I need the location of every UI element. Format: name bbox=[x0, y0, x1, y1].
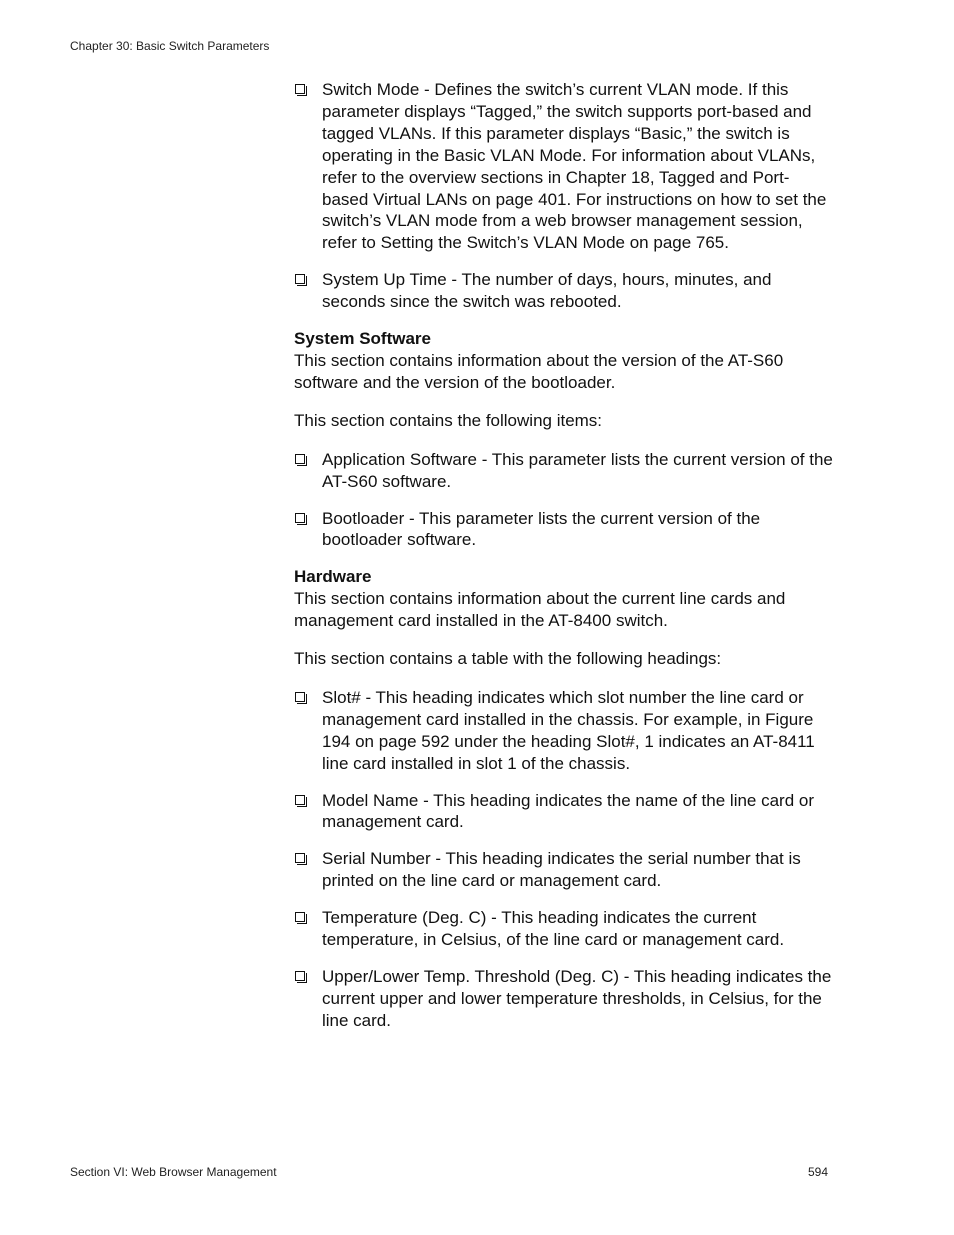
page-content bbox=[294, 79, 834, 1032]
checkbox-bullet-icon bbox=[295, 795, 305, 805]
section-heading-hardware: Hardware bbox=[294, 567, 372, 587]
list-item-text: Bootloader - This parameter lists the current version of the bootloader software. bbox=[322, 508, 761, 550]
list-item-system-up-time bbox=[294, 269, 834, 313]
checkbox-bullet-icon bbox=[295, 84, 305, 94]
list-item-application-software bbox=[294, 449, 834, 493]
page-number: 594 bbox=[807, 1165, 828, 1179]
checkbox-bullet-icon bbox=[295, 971, 305, 981]
list-item-slot bbox=[294, 687, 834, 775]
section-lead: This section contains a table with the following headings: bbox=[294, 649, 722, 669]
checkbox-bullet-icon bbox=[295, 454, 305, 464]
list-item-text: Temperature (Deg. C) - This heading indicates the current temperature, in Celsius, of the line card or management card. bbox=[322, 908, 785, 950]
list-item-text: System Up Time - The number of days, hours, minutes, and seconds since the switch was rebooted. bbox=[322, 270, 772, 312]
list-item-serial-number bbox=[294, 848, 834, 892]
running-head: Chapter 30: Basic Switch Parameters bbox=[70, 39, 270, 53]
list-item-temp-threshold bbox=[294, 966, 834, 1032]
checkbox-bullet-icon bbox=[295, 274, 305, 284]
checkbox-bullet-icon bbox=[295, 853, 305, 863]
list-item-text: Serial Number - This heading indicates the serial number that is printed on the line card or management card. bbox=[322, 849, 801, 891]
list-item-bootloader bbox=[294, 508, 834, 552]
checkbox-bullet-icon bbox=[295, 513, 305, 523]
list-item-switch-mode bbox=[294, 79, 834, 254]
section-lead: This section contains the following items: bbox=[294, 410, 603, 430]
section-intro: This section contains information about the version of the AT-S60 software and the version of the bootloader. bbox=[294, 350, 784, 392]
list-item-text: Upper/Lower Temp. Threshold (Deg. C) - This heading indicates the current upper and lower temperature thresholds, in Celsius, for the line card. bbox=[322, 967, 832, 1030]
section-intro: This section contains information about the current line cards and management card installed in the AT-8400 switch. bbox=[294, 589, 786, 631]
footer-section: Section VI: Web Browser Management bbox=[70, 1165, 277, 1179]
list-item-text: Slot# - This heading indicates which slot number the line card or management card installed in the chassis. For example, in Figure 194 on page 592 under the heading Slot#, 1 indicates an AT-8411 line card installed in slot 1 of the chassis. bbox=[322, 687, 815, 773]
list-item-text: Application Software - This parameter lists the current version of the AT-S60 software. bbox=[322, 449, 833, 491]
checkbox-bullet-icon bbox=[295, 912, 305, 922]
list-item-text: Model Name - This heading indicates the name of the line card or management card. bbox=[322, 790, 815, 832]
list-item-temperature bbox=[294, 907, 834, 951]
list-item-text: Switch Mode - Defines the switch’s current VLAN mode. If this parameter displays “Tagged,” the switch supports port-based and tagged VLANs. If this parameter displays “Basic,” the switch is operating in the Basic VLAN Mode. For information about VLANs, refer to the overview sections in Chapter 18, Tagged and Port-based Virtual LANs on page 401. For instructions on how to set the switch’s VLAN mode from a web browser management session, refer to Setting the Switch’s VLAN Mode on page 765. bbox=[322, 80, 827, 253]
section-heading-system-software: System Software bbox=[294, 329, 431, 349]
list-item-model-name bbox=[294, 790, 834, 834]
checkbox-bullet-icon bbox=[295, 692, 305, 702]
